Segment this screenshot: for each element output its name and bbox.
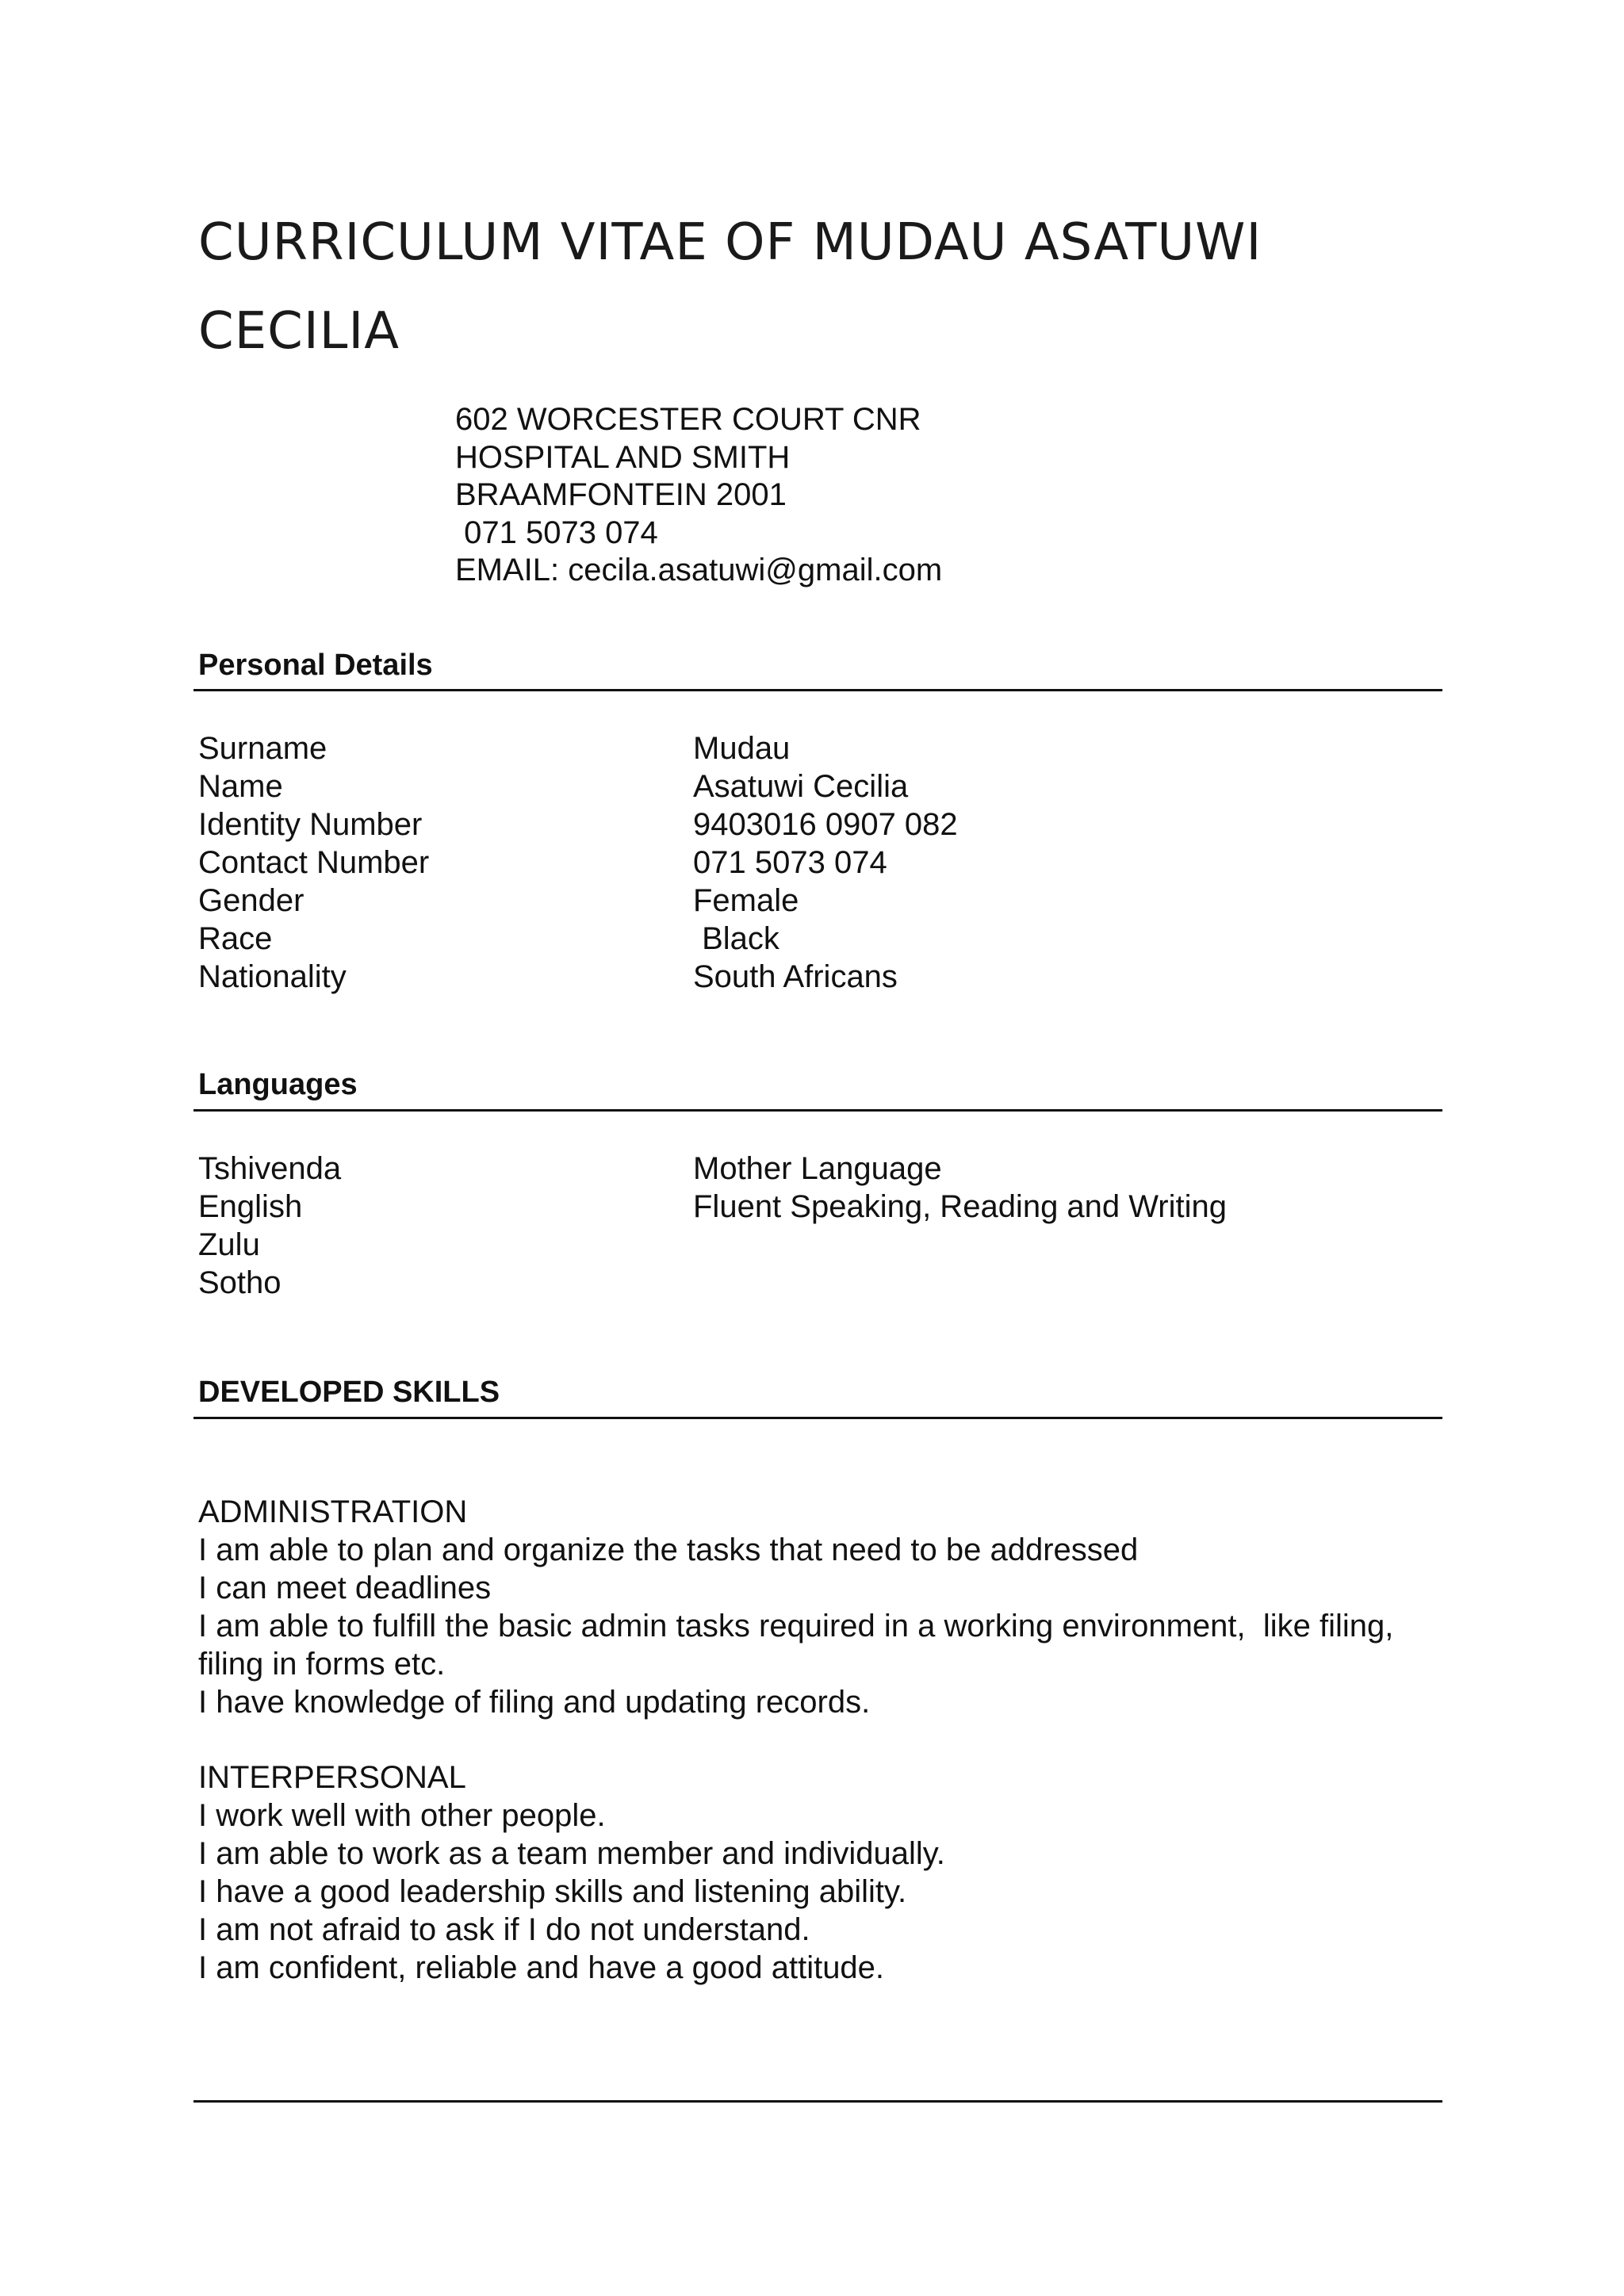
document-title xyxy=(198,198,1435,376)
detail-row-surname xyxy=(198,729,1435,767)
address-email: EMAIL: cecila.asatuwi@gmail.com xyxy=(455,553,943,587)
interpersonal-line: I have a good leadership skills and listening ability. xyxy=(198,1874,907,1909)
language-name: English xyxy=(198,1189,303,1224)
title-line-1: CURRICULUM VITAE OF MUDAU ASATUWI xyxy=(198,213,1262,272)
administration-line: I have knowledge of filing and updating records. xyxy=(198,1685,871,1720)
administration-line: filing in forms etc. xyxy=(198,1647,446,1682)
detail-value: Female xyxy=(693,883,799,918)
title-line-2: CECILIA xyxy=(198,302,400,361)
detail-value: South Africans xyxy=(693,959,898,994)
language-name: Zulu xyxy=(198,1227,260,1262)
language-name: Sotho xyxy=(198,1265,282,1300)
detail-row-gender xyxy=(198,882,1435,920)
detail-label: Identity Number xyxy=(198,807,423,842)
skills-heading: DEVELOPED SKILLS xyxy=(198,1376,500,1409)
interpersonal-line: I am not afraid to ask if I do not understand. xyxy=(198,1912,810,1947)
detail-label: Gender xyxy=(198,883,304,918)
detail-value: Black xyxy=(693,921,779,956)
languages-rule xyxy=(193,1109,1442,1112)
detail-label: Surname xyxy=(198,731,327,766)
languages-heading: Languages xyxy=(198,1068,358,1101)
personal-details-table xyxy=(198,729,1435,996)
detail-value: Mudau xyxy=(693,731,791,766)
skills-rule xyxy=(193,1417,1442,1419)
detail-row-race xyxy=(198,920,1435,958)
address-block xyxy=(455,401,942,590)
personal-details-heading: Personal Details xyxy=(198,649,433,682)
detail-value: 071 5073 074 xyxy=(693,845,887,880)
detail-value: Asatuwi Cecilia xyxy=(693,769,909,804)
detail-value: 9403016 0907 082 xyxy=(693,807,958,842)
language-row-sotho xyxy=(198,1264,1435,1302)
address-line-1: 602 WORCESTER COURT CNR xyxy=(455,402,921,437)
languages-table xyxy=(198,1150,1435,1302)
detail-label: Nationality xyxy=(198,959,347,994)
detail-row-contact-number xyxy=(198,844,1435,882)
language-name: Tshivenda xyxy=(198,1151,342,1186)
language-row-zulu xyxy=(198,1226,1435,1264)
detail-row-name xyxy=(198,767,1435,806)
interpersonal-line: I work well with other people. xyxy=(198,1798,606,1833)
detail-row-identity-number xyxy=(198,806,1435,844)
language-level: Mother Language xyxy=(693,1151,942,1186)
administration-line: I am able to plan and organize the tasks that need to be addressed xyxy=(198,1533,1139,1567)
detail-label: Race xyxy=(198,921,273,956)
detail-label: Name xyxy=(198,769,283,804)
interpersonal-line: I am able to work as a team member and individually. xyxy=(198,1836,945,1871)
language-row-english xyxy=(198,1188,1435,1226)
administration-line: I am able to fulfill the basic admin tasks required in a working environment, like filing, xyxy=(198,1609,1394,1644)
interpersonal-block xyxy=(198,1758,1443,1987)
administration-title: ADMINISTRATION xyxy=(198,1494,468,1529)
interpersonal-title: INTERPERSONAL xyxy=(198,1760,466,1795)
detail-label: Contact Number xyxy=(198,845,430,880)
address-line-2: HOSPITAL AND SMITH xyxy=(455,439,791,475)
administration-block xyxy=(198,1493,1443,1721)
address-phone: 071 5073 074 xyxy=(455,515,658,550)
detail-row-nationality xyxy=(198,958,1435,996)
footer-rule xyxy=(193,2100,1442,2103)
administration-line: I can meet deadlines xyxy=(198,1571,492,1605)
personal-details-rule xyxy=(193,689,1442,691)
language-row-tshivenda xyxy=(198,1150,1435,1188)
interpersonal-line: I am confident, reliable and have a good attitude. xyxy=(198,1950,885,1985)
address-line-3: BRAAMFONTEIN 2001 xyxy=(455,477,787,512)
language-level: Fluent Speaking, Reading and Writing xyxy=(693,1189,1228,1224)
